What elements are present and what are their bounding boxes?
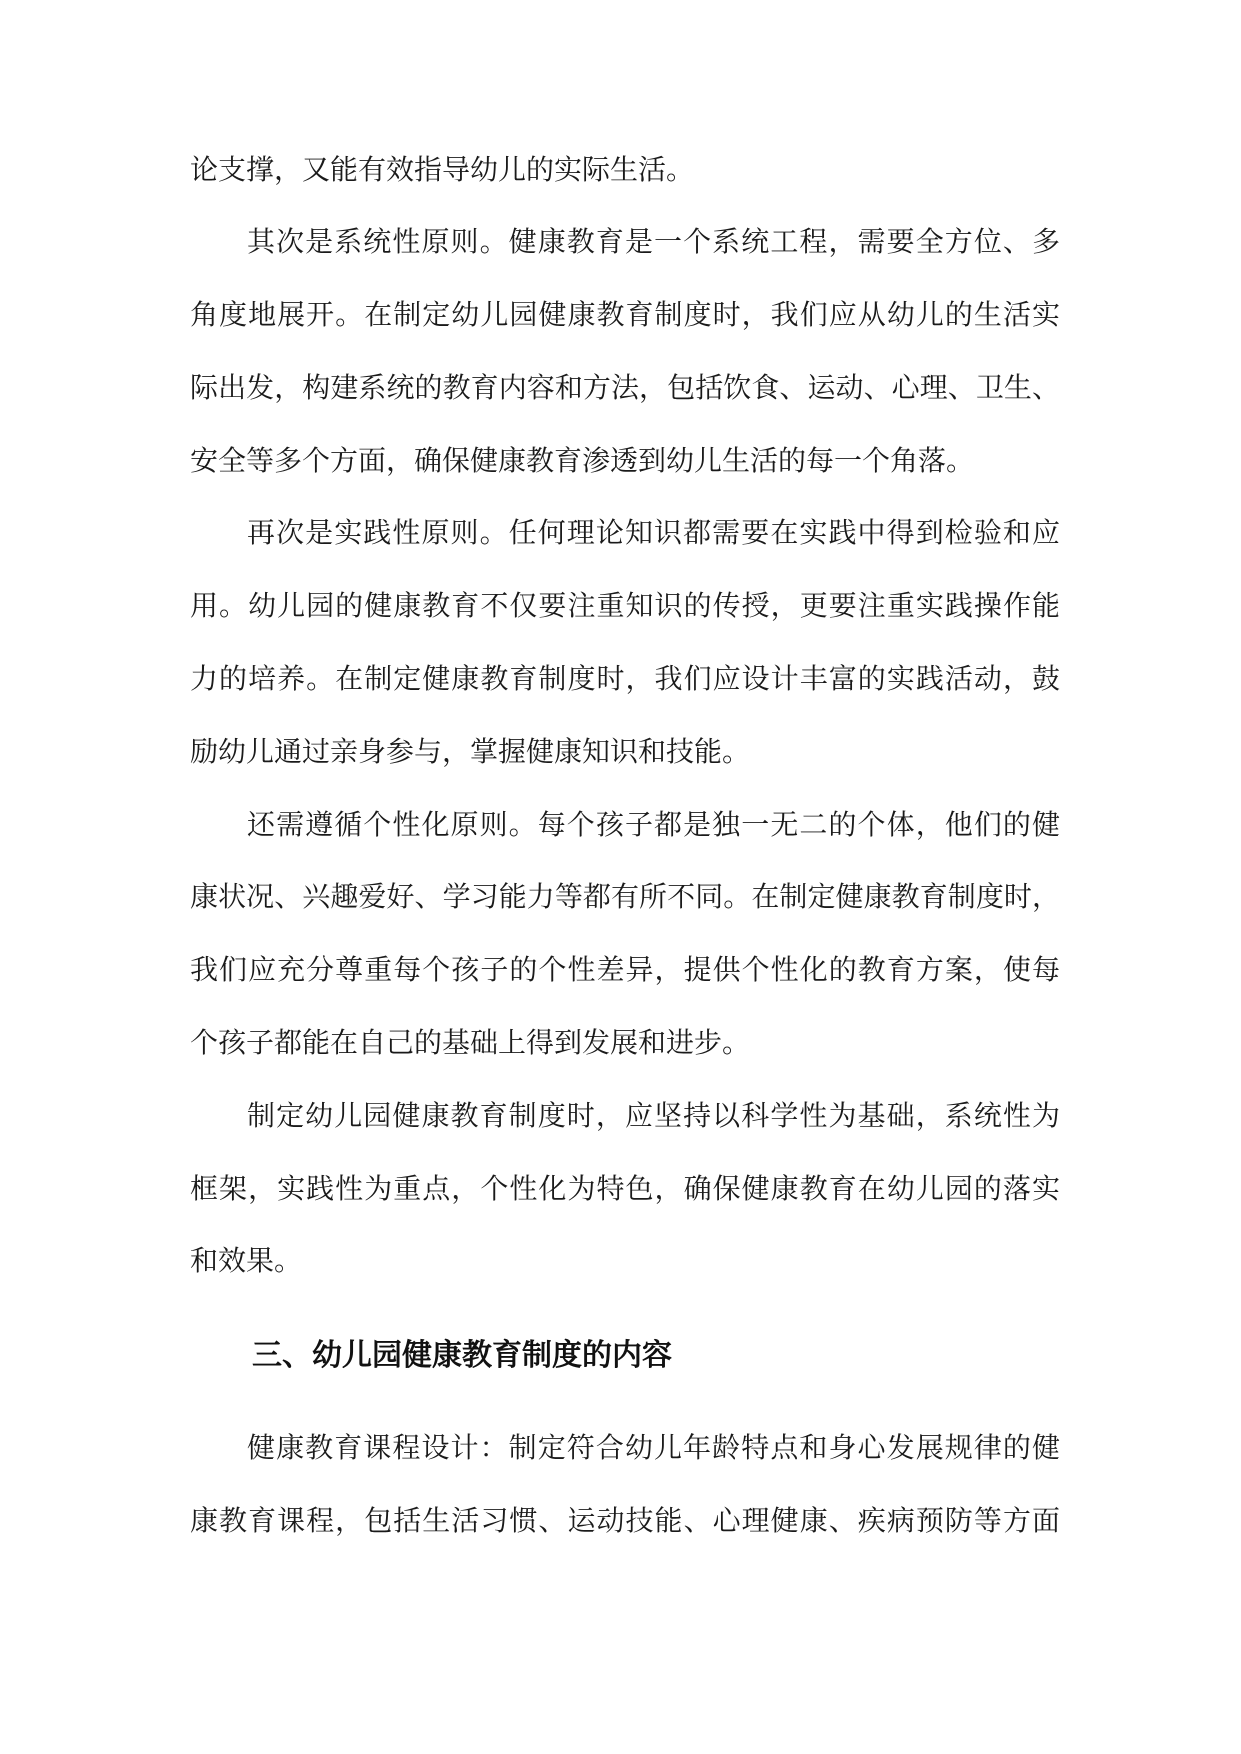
text-line-14: 制定幼儿园健康教育制度时，应坚持以科学性为基础，系统性为 (247, 1099, 1060, 1132)
text-line-2: 其次是系统性原则。健康教育是一个系统工程，需要全方位、多 (247, 225, 1060, 258)
text-line-7: 用。幼儿园的健康教育不仅要注重知识的传授，更要注重实践操作能 (190, 589, 1060, 622)
text-line-16: 和效果。 (190, 1244, 303, 1277)
text-line-8: 力的培养。在制定健康教育制度时，我们应设计丰富的实践活动，鼓 (190, 662, 1060, 695)
text-line-1: 论支撑，又能有效指导幼儿的实际生活。 (190, 153, 695, 186)
text-line-13: 个孩子都能在自己的基础上得到发展和进步。 (190, 1026, 751, 1059)
text-line-11: 康状况、兴趣爱好、学习能力等都有所不同。在制定健康教育制度时， (190, 880, 1060, 913)
section-heading: 三、幼儿园健康教育制度的内容 (252, 1338, 672, 1373)
section-text-line-1: 健康教育课程设计：制定符合幼儿年龄特点和身心发展规律的健 (247, 1431, 1060, 1464)
text-line-9: 励幼儿通过亲身参与，掌握健康知识和技能。 (190, 735, 751, 768)
text-line-6: 再次是实践性原则。任何理论知识都需要在实践中得到检验和应 (247, 516, 1060, 549)
text-line-3: 角度地展开。在制定幼儿园健康教育制度时，我们应从幼儿的生活实 (190, 298, 1060, 331)
section-text-line-2: 康教育课程，包括生活习惯、运动技能、心理健康、疾病预防等方面 (190, 1504, 1060, 1537)
text-line-10: 还需遵循个性化原则。每个孩子都是独一无二的个体，他们的健 (247, 808, 1060, 841)
text-line-5: 安全等多个方面，确保健康教育渗透到幼儿生活的每一个角落。 (190, 444, 975, 477)
text-line-15: 框架，实践性为重点，个性化为特色，确保健康教育在幼儿园的落实 (190, 1172, 1060, 1205)
text-line-12: 我们应充分尊重每个孩子的个性差异，提供个性化的教育方案，使每 (190, 953, 1060, 986)
text-line-4: 际出发，构建系统的教育内容和方法，包括饮食、运动、心理、卫生、 (190, 371, 1060, 404)
